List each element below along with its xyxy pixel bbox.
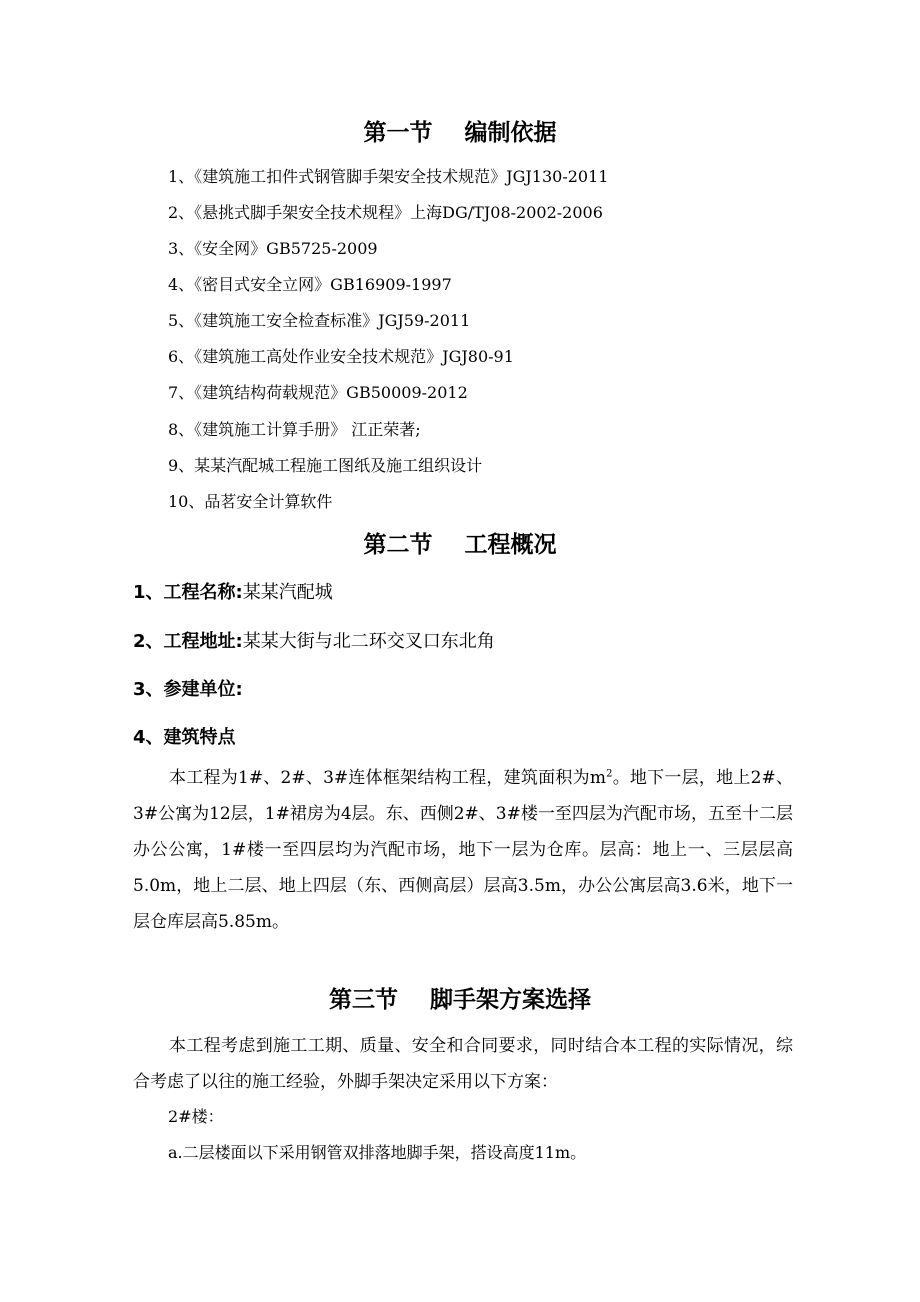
participants-line <box>133 677 243 703</box>
reference-item-4: 4、《密目式安全立网》GB16909-1997 <box>168 275 452 294</box>
reference-item-3: 3、《安全网》GB5725-2009 <box>168 239 378 258</box>
participants-label: 3、参建单位: <box>133 679 243 700</box>
reference-item-5: 5、《建筑施工安全检查标准》JGJ59-2011 <box>168 311 471 330</box>
project-address-line <box>133 629 495 655</box>
reference-item-9: 9、某某汽配城工程施工图纸及施工组织设计 <box>168 456 483 475</box>
reference-item-6: 6、《建筑施工高处作业安全技术规范》JGJ80-91 <box>168 347 514 366</box>
reference-item-1: 1、《建筑施工扣件式钢管脚手架安全技术规范》JGJ130-2011 <box>168 167 609 186</box>
project-name-label: 1、工程名称: <box>133 582 243 603</box>
building-features-paragraph <box>133 760 793 940</box>
reference-item-8: 8、《建筑施工计算手册》 江正荣著; <box>168 420 421 439</box>
section-3-title: 第三节 脚手架方案选择 <box>328 987 592 1013</box>
scaffold-intro-paragraph: 本工程考虑到施工工期、质量、安全和合同要求，同时结合本工程的实际情况，综合考虑了以往的施工经验，外脚手架决定采用以下方案： <box>133 1036 793 1092</box>
project-address-value: 某某大街与北二环交叉口东北角 <box>242 631 495 652</box>
building-features-label: 4、建筑特点 <box>133 727 236 748</box>
features-text-1: 本工程为1#、2#、3#连体框架结构工程，建筑面积为m <box>169 768 607 788</box>
scheme-item-a: a.二层楼面以下采用钢管双排落地脚手架，搭设高度11m。 <box>168 1143 587 1162</box>
features-text-2: 。地下一层，地上2#、3#公寓为12层，1#裙房为4层。东、西侧2#、3#楼一至四层为汽配市场，五至十二层办公公寓，1#楼一至四层均为汽配市场，地下一层为仓库。层高：地上一、三层层高5.0m，地上二层、地上四层（东、西侧高层）层高3.5m，办公公寓层高3.6米，地下一层仓库层高5.85m。 <box>133 768 793 932</box>
building-2-label: 2#楼： <box>168 1107 224 1126</box>
project-name-line <box>133 580 333 606</box>
reference-item-7: 7、《建筑结构荷载规范》GB50009-2012 <box>168 383 468 402</box>
reference-item-10: 10、品茗安全计算软件 <box>168 492 333 511</box>
building-features-line <box>133 725 236 751</box>
reference-item-2: 2、《悬挑式脚手架安全技术规程》上海DG/TJ08-2002-2006 <box>168 203 603 222</box>
section-1-title: 第一节 编制依据 <box>363 120 557 146</box>
area-unit-superscript: 2 <box>606 768 613 780</box>
section-2-title: 第二节 工程概况 <box>363 532 557 558</box>
project-address-label: 2、工程地址: <box>133 631 243 652</box>
project-name-value: 某某汽配城 <box>242 582 333 603</box>
